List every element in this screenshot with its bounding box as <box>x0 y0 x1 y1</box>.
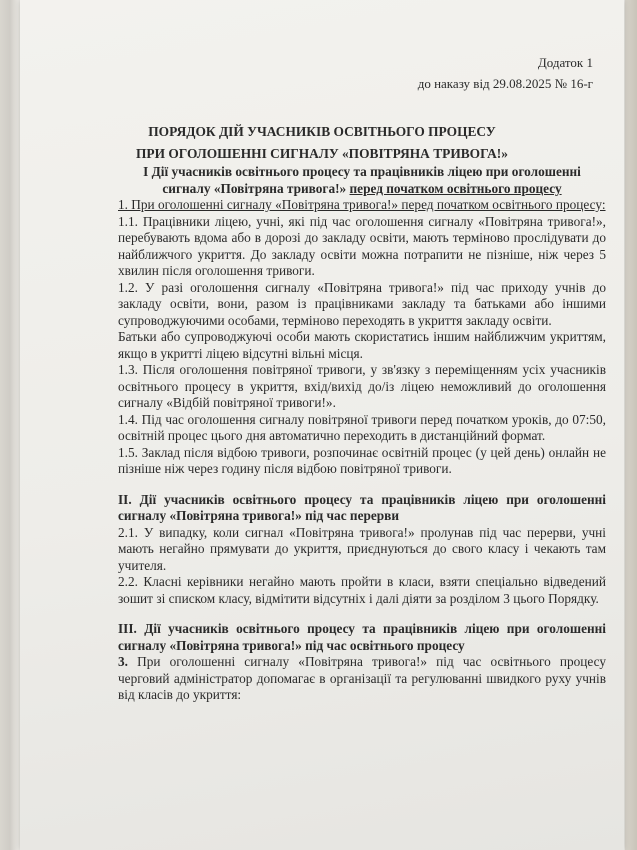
paragraph-1-4: 1.4. Під час оголошення сигналу повітряної тривоги перед початком уроків, до 07:50, освітній процес цього дня автоматично переходить в дистанційний формат. <box>118 411 606 443</box>
item-1-heading: 1. При оголошенні сигналу «Повітряна тривога!» перед початком освітнього процесу: <box>118 197 606 212</box>
section-1-heading-underlined: перед початком освітнього процесу <box>349 180 562 196</box>
paragraph-1-1: 1.1. Працівники ліцею, учні, які під час оголошення сигналу «Повітряна тривога!», перебувають вдома або в дорозі до закладу освіти, мають терміново прослідувати до найближчого укриття. До закладу освіти можна потрапити не пізніше, ніж через 5 хвилин після оголошення тривоги. <box>118 213 606 278</box>
paragraph-3-number: 3. <box>118 654 128 669</box>
addendum-label: Додаток 1 <box>537 55 593 70</box>
paragraph-3-text: При оголошенні сигналу «Повітряна тривога!» під час освітнього процесу черговий адміністратор допомагає в організації та регулюванні швидкого руху учнів від класів до укриття: <box>118 654 606 702</box>
paragraph-1-5: 1.5. Заклад після відбою тривоги, розпочинає освітній процес (у цей день) онлайн не пізніше ніж через годину після відбою повітряної тривоги. <box>118 444 606 476</box>
spacer <box>118 478 606 492</box>
spacer <box>118 607 606 621</box>
section-3-heading: ІІІ. Дії учасників освітнього процесу та працівників ліцею при оголошенні сигналу «Повітряна тривога!» під час освітнього процесу <box>118 621 606 653</box>
section-1-heading <box>118 164 606 197</box>
title-line-2: ПРИ ОГОЛОШЕННІ СИГНАЛУ «ПОВІТРЯНА ТРИВОГА!» <box>136 146 508 161</box>
section-1-heading-main: І Дії учасників освітнього процесу та працівників ліцею при оголошенні сигналу «Повітряна тривога!» <box>143 164 581 196</box>
paragraph-1-2b: Батьки або супроводжуючі особи мають скористатись іншим найближчим укриттям, якщо в укритті ліцею відсутні вільні місця. <box>118 329 606 361</box>
document-body <box>118 164 606 704</box>
section-2-heading: ІІ. Дії учасників освітнього процесу та працівників ліцею при оголошенні сигналу «Повітряна тривога!» під час перерви <box>118 491 606 523</box>
order-reference: до наказу від 29.08.2025 № 16-г <box>417 76 593 91</box>
document-title <box>20 121 624 165</box>
title-line-1: ПОРЯДОК ДІЙ УЧАСНИКІВ ОСВІТНЬОГО ПРОЦЕСУ <box>148 124 496 139</box>
addendum-header <box>418 52 593 94</box>
paragraph-2-2: 2.2. Класні керівники негайно мають пройти в класи, взяти спеціально відведений зошит зі списком класу, відмітити відсутніх і далі діяти за розділом 3 цього Порядку. <box>118 574 606 606</box>
paragraph-3 <box>118 654 606 704</box>
paragraph-1-2: 1.2. У разі оголошення сигналу «Повітряна тривога!» під час приходу учнів до закладу освіти, вони, разом із працівниками закладу та батьками або іншими супроводжуючими особами, терміново переходять в укриття закладу освіти. <box>118 279 606 328</box>
paragraph-1-3: 1.3. Після оголошення повітряної тривоги, у зв'язку з переміщенням усіх учасників освітнього процесу в укриття, вхід/вихід до/із ліцею неможливий до оголошення сигналу «Відбій повітряної тривоги!». <box>118 362 606 410</box>
background-edge <box>625 0 637 850</box>
paragraph-2-1: 2.1. У випадку, коли сигнал «Повітряна тривога!» пролунав під час перерви, учні мають негайно прямувати до укриття, приєднуються до свого класу і чекають там учителя. <box>118 524 606 573</box>
